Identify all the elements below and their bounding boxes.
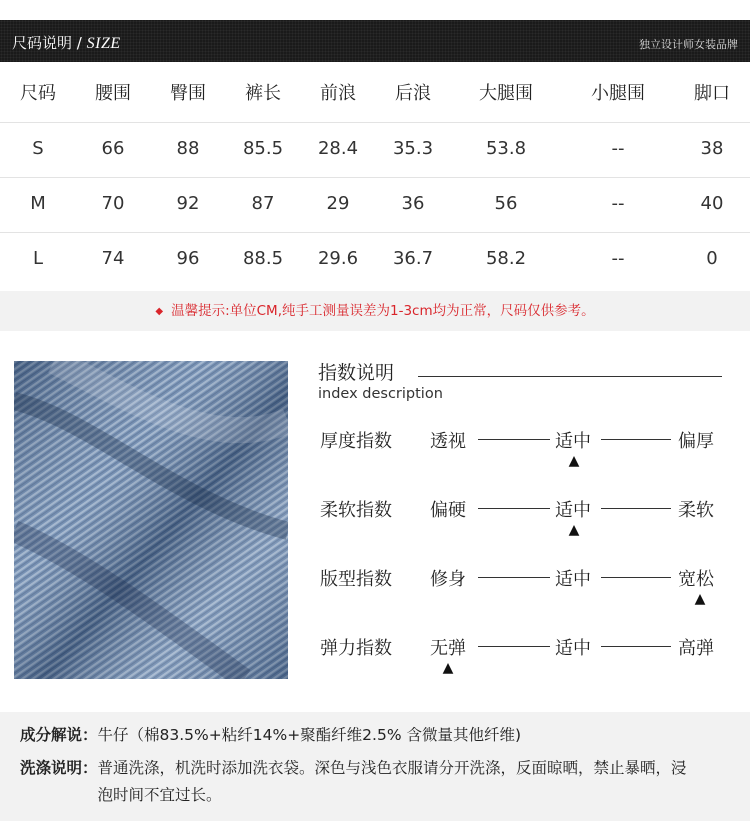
table-cell: 29 <box>326 193 350 214</box>
scale-line <box>478 646 550 647</box>
table-cell: -- <box>611 193 625 214</box>
table-cell: 66 <box>101 138 125 159</box>
scale-line <box>478 577 550 578</box>
table-cell: 58.2 <box>485 248 527 269</box>
table-cell: 85.5 <box>242 138 284 159</box>
index-left-label: 透视 <box>430 431 466 452</box>
index-row-softness <box>318 496 728 556</box>
index-right-label: 偏厚 <box>678 431 714 452</box>
level-marker-icon: ▲ <box>442 660 454 676</box>
table-cell: 28.4 <box>317 138 359 159</box>
table-header-cell: 小腿围 <box>591 83 645 104</box>
table-header-cell: 臀围 <box>170 83 206 104</box>
table-cell: 87 <box>251 193 275 214</box>
index-right-label: 柔软 <box>678 500 714 521</box>
index-subtitle: index description <box>318 386 443 402</box>
table-cell: 40 <box>700 193 724 214</box>
title-cn: 尺码说明 <box>12 34 73 52</box>
table-cell: 29.6 <box>317 248 359 269</box>
table-cell: 88.5 <box>242 248 284 269</box>
index-middle-label: 适中 <box>555 569 591 590</box>
table-cell: S <box>32 138 44 159</box>
index-name: 厚度指数 <box>320 431 392 452</box>
scale-line <box>478 439 550 440</box>
scale-line <box>601 577 671 578</box>
table-cell: -- <box>611 248 625 269</box>
index-middle-label: 适中 <box>555 431 591 452</box>
table-cell: 56 <box>494 193 518 214</box>
level-marker-icon: ▲ <box>568 522 580 538</box>
care-value: 普通洗涤，机洗时添加洗衣袋。深色与浅色衣服请分开洗涤，反面晾晒，禁止暴晒，浸泡时间不宜过长。 <box>97 759 687 804</box>
table-cell: 36.7 <box>392 248 434 269</box>
table-cell: 88 <box>176 138 200 159</box>
composition-label: 成分解说： <box>20 726 98 744</box>
table-cell: 36 <box>401 193 425 214</box>
scale-line <box>601 439 671 440</box>
header-bar <box>0 20 750 62</box>
index-right-label: 高弹 <box>678 638 714 659</box>
level-marker-icon: ▲ <box>568 453 580 469</box>
index-row-fit <box>318 565 728 625</box>
table-cell: 38 <box>700 138 724 159</box>
size-table <box>0 68 750 288</box>
level-marker-icon: ▲ <box>694 591 706 607</box>
table-cell: 35.3 <box>392 138 434 159</box>
page-title <box>12 32 121 53</box>
table-cell: -- <box>611 138 625 159</box>
scale-line <box>478 508 550 509</box>
notice-text: 温馨提示:单位CM,纯手工测量误差为1-3cm均为正常，尺码仅供参考。 <box>171 303 595 319</box>
title-separator: / <box>76 34 82 52</box>
scale-line <box>601 508 671 509</box>
product-info <box>0 712 750 821</box>
composition-line <box>20 722 521 749</box>
table-cell: M <box>30 193 46 214</box>
scale-line <box>601 646 671 647</box>
table-header-cell: 腰围 <box>95 83 131 104</box>
composition-value: 牛仔（棉83.5%+粘纤14%+聚酯纤维2.5% 含微量其他纤维) <box>97 726 522 744</box>
title-divider <box>418 376 722 377</box>
table-header-cell: 裤长 <box>245 83 281 104</box>
index-name: 弹力指数 <box>320 638 392 659</box>
table-header-cell: 前浪 <box>320 83 356 104</box>
table-header-cell: 尺码 <box>20 83 56 104</box>
index-middle-label: 适中 <box>555 638 591 659</box>
table-row <box>0 123 750 178</box>
index-row-elasticity <box>318 634 728 694</box>
table-header-row <box>0 68 750 123</box>
index-middle-label: 适中 <box>555 500 591 521</box>
title-en: SIZE <box>86 35 121 52</box>
table-header-cell: 脚口 <box>694 83 730 104</box>
index-panel <box>318 358 728 688</box>
index-name: 柔软指数 <box>320 500 392 521</box>
table-header-cell: 后浪 <box>395 83 431 104</box>
diamond-icon: ◆ <box>155 306 164 317</box>
index-right-label: 宽松 <box>678 569 714 590</box>
index-row-thickness <box>318 427 728 487</box>
table-cell: 0 <box>706 248 718 269</box>
index-left-label: 修身 <box>430 569 466 590</box>
index-name: 版型指数 <box>320 569 392 590</box>
table-cell: 92 <box>176 193 200 214</box>
fabric-image <box>14 361 288 679</box>
table-cell: 70 <box>101 193 125 214</box>
brand-tagline: 独立设计师女装品牌 <box>639 38 738 51</box>
table-row <box>0 233 750 288</box>
index-title: 指数说明 <box>318 362 395 384</box>
table-header-cell: 大腿围 <box>479 83 533 104</box>
table-cell: 53.8 <box>485 138 527 159</box>
index-left-label: 偏硬 <box>430 500 466 521</box>
care-line <box>20 755 720 809</box>
index-left-label: 无弹 <box>430 638 466 659</box>
table-cell: 96 <box>176 248 200 269</box>
size-notice <box>0 291 750 331</box>
table-cell: L <box>32 248 44 269</box>
care-label: 洗涤说明： <box>20 759 98 777</box>
table-row <box>0 178 750 233</box>
table-cell: 74 <box>101 248 125 269</box>
